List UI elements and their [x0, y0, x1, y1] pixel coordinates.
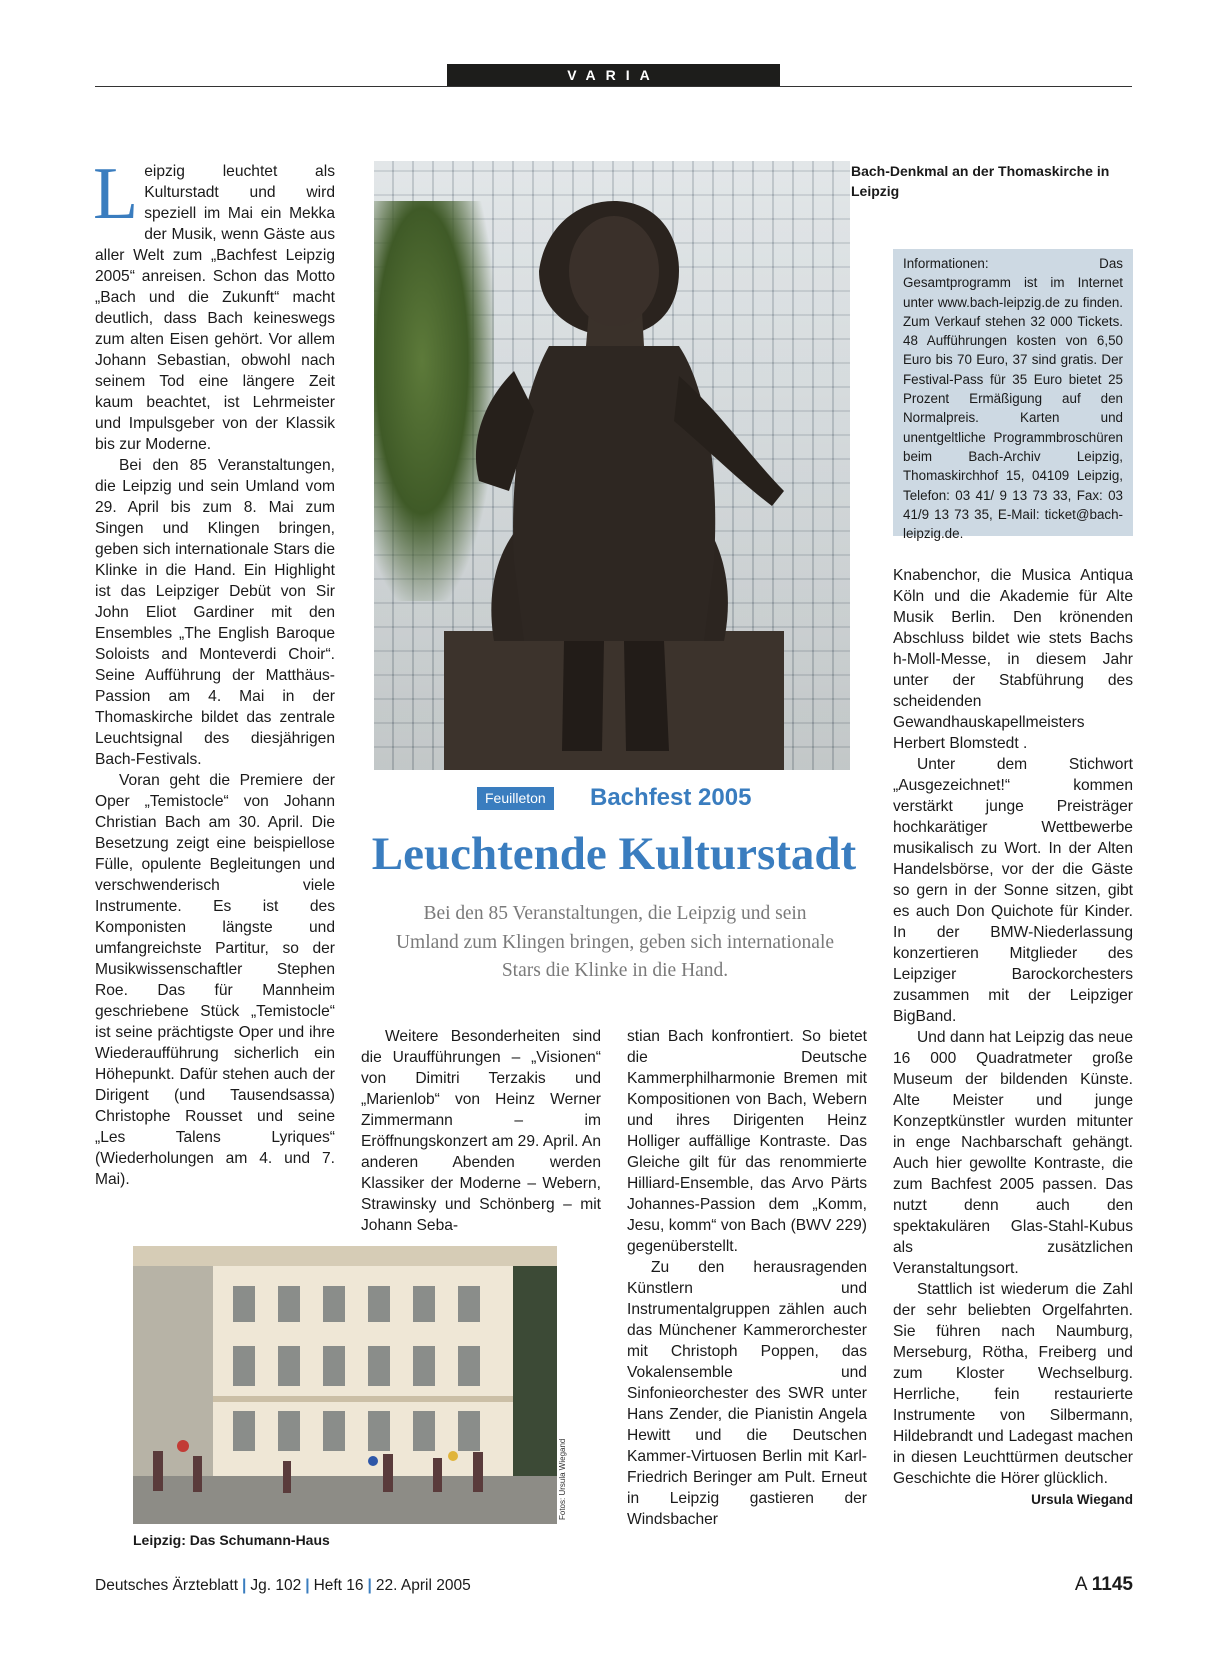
info-box: Informationen: Das Gesamtprogramm ist im Internet unter www.bach-leipzig.de zu finden. Zum Verkauf stehen 32 000 Tickets. 48 Aufführungen kosten von 6,50 Euro bis 70 Euro, 37 sind gratis. Der Festival-Pass für 35 Euro bietet 25 Prozent Ermäßigung auf den Normalpreis. Karten und unentgeltliche Programmbroschüren beim Bach-Archiv Leipzig, Thomaskirchhof 15, 04109 Leipzig, Telefon: 03 41/ 9 13 73 33, Fax: 03 41/9 13 73 35, E-Mail: ticket@bach-leipzig.de.: [893, 249, 1133, 536]
article-column-2: [361, 1026, 601, 1236]
kicker-label: Feuilleton: [477, 787, 554, 810]
paragraph: Leipzig leuchtet als Kulturstadt und wird speziell im Mai ein Mekka der Musik, wenn Gäste aus aller Welt zum „Bachfest Leipzig 2005“ anreisen. Schon das Motto „Bach und die Zukunft“ macht deutlich, dass Bach keineswegs zum alten Eisen gehört. Vor allem Johann Sebastian, obwohl nach seinem Tod eine längere Zeit kaum beachtet, ist Lehrmeister und Impulsgeber von der Klassik bis zur Moderne.: [93, 153, 335, 453]
page-number: A 1145: [1074, 1574, 1133, 1595]
paragraph: Zu den herausragenden Künstlern und Instrumentalgruppen zählen auch das Münchener Kammerorchester mit Christoph Poppen, das Vokalensemble und Sinfonieorchester des SWR unter Hans Zender, die Pianistin Angela Hewitt und die Deutschen Kammer-Virtuosen Berlin mit Karl-Friedrich Beringer am Pult. Erneut in Leipzig gastieren der Windsbacher: [627, 1259, 867, 1528]
article-column-1: [93, 153, 335, 1190]
issue: Heft 16: [313, 1577, 364, 1594]
headline: Leuchtende Kulturstadt: [371, 828, 857, 880]
deck: Bei den 85 Veranstaltungen, die Leipzig und sein Umland zum Klingen bringen, geben sich internationale Stars die Klinke in die Hand.: [395, 903, 835, 981]
statue-illustration: [374, 161, 850, 770]
paragraph: Und dann hat Leipzig das neue 16 000 Quadratmeter große Museum der bildenden Künste. Alte Meister und junge Konzeptkünstler wurden mitunter in enge Nachbarschaft gehängt. Auch hier gewollte Kontraste, die zum Bachfest 2005 passen. Das nutzt denn auch den spektakulären Glas-Stahl-Kubus als zusätzlichen Veranstaltungsort.: [893, 1029, 1133, 1277]
statue-caption: Bach-Denkmal an der Thomaskirche in Leipzig: [851, 163, 1110, 199]
article-column-4: [893, 565, 1133, 1510]
paragraph: Voran geht die Premiere der Oper „Temistocle“ von Johann Christian Bach am 30. April. Die Besetzung zeigt eine beispiellose Fülle, opulente Begleitungen und verschwenderisch viele Instrumente. Es ist des Komponisten längste und umfangreichste Partitur, so der Musikwissenschaftler Stephen Roe. Das für Mannheim geschriebene Stück „Temistocle“ ist seine prächtigste Oper und ihre Wiederaufführung sicherlich ein Höhepunkt. Dafür stehen auch der Dirigent (und Tausendsassa) Christophe Rousset und seine „Les Talens Lyriques“ (Wiederholungen am 4. und 7. Mai).: [95, 772, 335, 1188]
volume: Jg. 102: [250, 1577, 302, 1594]
header-rule: [95, 86, 1132, 87]
paragraph: Stattlich ist wiederum die Zahl der sehr beliebten Orgelfahrten. Sie führen nach Naumburg, Merseburg, Rötha, Freiberg und zum Kloster Wechselburg. Herrliche, fein restaurierte Instrumente von Silbermann, Hildebrandt und Ladegast machen in diesen Leuchttürmen deutscher Geschichte die Hörer glücklich. Ursula Wiegand: [893, 1279, 1133, 1489]
author: Ursula Wiegand: [1031, 1492, 1133, 1507]
schumann-haus-photo: [133, 1246, 557, 1524]
paragraph: Knabenchor, die Musica Antiqua Köln und die Akademie für Alte Musik Berlin. Den krönenden Abschluss bildet wie stets Bachs h-Moll-Messe, in diesem Jahr unter der Stabführung des scheidenden Gewandhauskapellmeisters Herbert Blomstedt .: [893, 567, 1133, 752]
paragraph: Unter dem Stichwort „Ausgezeichnet!“ kommen verstärkt junge Preisträger hochkarätiger Wettbewerbe musikalisch zu Wort. In der Alten Handelsbörse, vor der die Gäste so gern in der Sonne sitzen, gibt es auch Don Quichote für Kinder. In der BMW-Niederlassung konzertieren Mitglieder des Leipziger Barockorchesters zusammen mit der Leipziger BigBand.: [893, 756, 1133, 1025]
kicker-title: Bachfest 2005: [590, 784, 752, 811]
paragraph: Bei den 85 Veranstaltungen, die Leipzig und sein Umland vom 29. April bis zum 8. Mai zum Singen und Klingen bringen, geben sich internationale Stars die Klinke in die Hand. Ein Highlight ist das Leipziger Debüt von Sir John Eliot Gardiner mit den Ensembles „The English Baroque Soloists and Monteverdi Choir“. Seine Aufführung der Matthäus-Passion am 4. Mai in der Thomaskirche bildet das zentrale Leuchtsignal des diesjährigen Bach-Festivals.: [95, 457, 335, 768]
dropcap: L: [93, 153, 139, 235]
section-tag: VARIA: [447, 64, 780, 86]
footer: Deutsches Ärzteblatt | Jg. 102 | Heft 16 | 22. April 2005: [95, 1577, 471, 1594]
article-column-3: [627, 1026, 867, 1530]
paragraph: stian Bach konfrontiert. So bietet die Deutsche Kammerphilharmonie Bremen mit Kompositionen von Bach, Webern und ihres Dirigenten Heinz Holliger auffällige Kontraste. Das Gleiche gilt für das renommierte Hilliard-Ensemble, das Arvo Pärts Johannes-Passion dem „Komm, Jesu, komm“ von Bach (BWV 229) gegenüberstellt.: [627, 1028, 867, 1255]
haus-caption: Leipzig: Das Schumann-Haus: [133, 1532, 330, 1548]
bach-statue-photo: [374, 161, 850, 770]
journal-name: Deutsches Ärzteblatt: [95, 1577, 239, 1594]
issue-date: 22. April 2005: [375, 1577, 471, 1594]
photo-credit: Fotos: Ursula Wiegand: [558, 1438, 567, 1520]
paragraph: Weitere Besonderheiten sind die Uraufführungen – „Visionen“ von Dimitri Terzakis und „Marienlob“ von Heinz Werner Zimmermann – im Eröffnungskonzert am 29. April. An anderen Abenden werden Klassiker der Moderne – Webern, Strawinsky und Schönberg – mit Johann Seba-: [361, 1028, 601, 1234]
